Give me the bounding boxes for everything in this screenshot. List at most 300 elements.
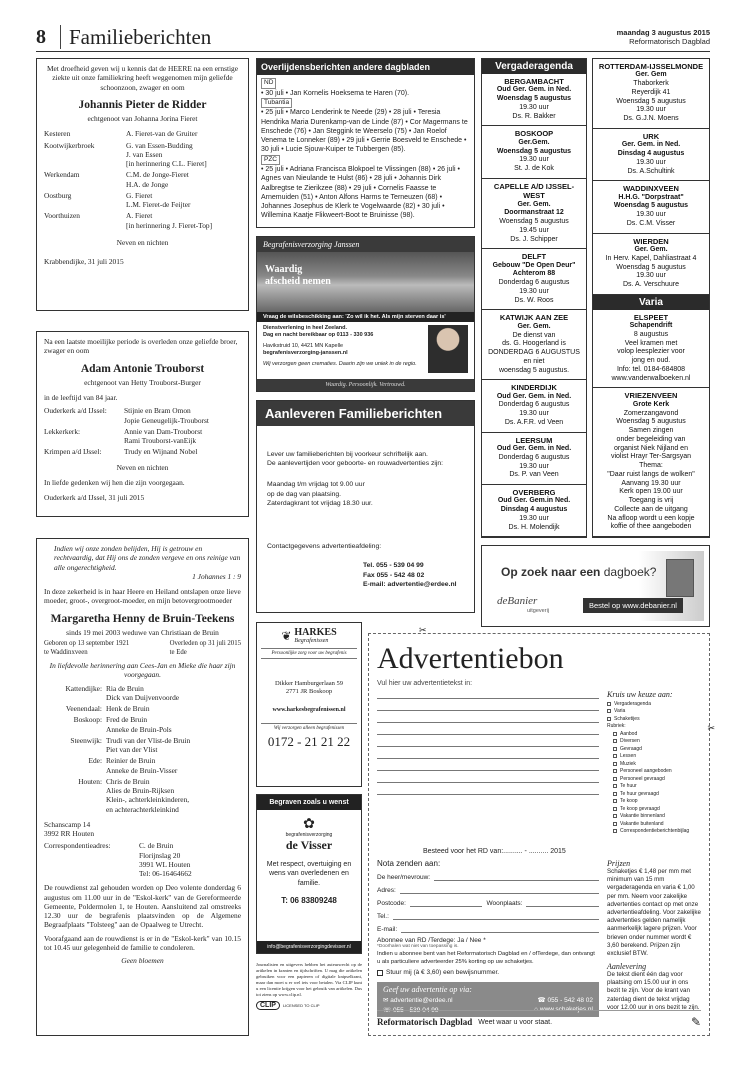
agenda-place: VRIEZENVEEN <box>624 391 678 401</box>
category-option[interactable] <box>607 723 701 729</box>
flower-icon: ✿ <box>303 816 315 832</box>
agenda-line: Oud Ger. Gem. in Ned. <box>496 86 572 94</box>
agenda-line: 19.30 uur <box>636 272 666 280</box>
issue-date: maandag 3 augustus 2015 <box>616 28 710 37</box>
agenda-line: Ds. G.J.N. Moens <box>623 115 679 123</box>
relative-names: G. Fieret L.M. Fieret-de Feijter <box>126 190 191 210</box>
agenda-line: Toegang is vrij <box>628 497 674 504</box>
category-label: Diversen <box>620 738 640 744</box>
agenda-line: Donderdag 6 augustus <box>498 279 570 287</box>
relative-row <box>44 447 241 456</box>
meeting-agenda-column-1 <box>481 58 587 538</box>
visser-text: Met respect, overtuiging en wens van overledenen en familie. <box>266 861 352 887</box>
agenda-line: Ds. H. Molendijk <box>508 523 560 531</box>
category-label: Personeel gevraagd <box>620 775 665 782</box>
obituaries-nd: • 30 juli • Jan Kornelis Hoeksema te Haren (70). <box>261 89 410 97</box>
contact-tel: Tel. 055 - 539 04 99 <box>363 562 424 570</box>
agenda-line: onder begeleiding van <box>616 435 686 443</box>
agenda-line: koffie of thee aangeboden <box>610 523 692 531</box>
agenda-line: Oud Ger. Gem. in Ned. <box>496 445 572 452</box>
agenda-line: Ger. Gem <box>635 71 667 79</box>
category-label: Personeel aangeboden <box>620 768 672 774</box>
debanier-logo: deBanier <box>497 595 538 607</box>
category-label: Correspondentieberichtenbijlag <box>620 828 690 834</box>
agenda-place: ELSPEET <box>633 312 669 322</box>
spouse-line: echtgenoot van Johanna Jorina Fieret <box>87 114 198 124</box>
agenda-line: woensdag 5 augustus. <box>498 366 570 374</box>
nephews-line: Neven en nichten <box>116 237 169 247</box>
category-option[interactable] <box>607 783 701 789</box>
visser-logo: de Visser <box>285 838 333 852</box>
janssen-footer: Waardig. Persoonlijk. Vertrouwd. <box>257 379 474 391</box>
harkes-note: Wij verzorgen alleen begrafenissen <box>261 723 357 731</box>
relative-names: G. van Essen-Budding J. van Essen [in herinnering C.L. Fieret] <box>126 140 207 169</box>
agenda-line: en niet <box>523 357 545 365</box>
agenda-header: Vergaderagenda <box>482 59 586 74</box>
agenda-place: DELFT <box>521 252 547 262</box>
janssen-advertisement <box>256 236 475 392</box>
agenda-line: 19.30 uur <box>636 106 666 114</box>
checkbox[interactable] <box>613 792 617 796</box>
checkbox[interactable] <box>613 762 617 766</box>
death-notice-de-bruin <box>36 538 249 1036</box>
agenda-line: Reyerdijk 41 <box>631 88 671 96</box>
category-option[interactable] <box>607 806 701 812</box>
correspondence-address: C. de Bruin Florijnslag 20 3991 WL Houten Tel: 06-16464662 <box>139 841 192 879</box>
header-rule <box>36 51 710 52</box>
category-option[interactable] <box>607 716 701 722</box>
relative-row <box>44 715 241 734</box>
checkbox[interactable] <box>613 829 617 833</box>
obituaries-header: Overlijdensberichten andere dagbladen <box>257 59 474 75</box>
category-label: Te huur <box>620 783 637 789</box>
agenda-line: Woensdag 5 augustus <box>496 95 572 103</box>
agenda-line: De dienst van <box>512 331 556 339</box>
form-title: Advertentiebon <box>377 642 564 675</box>
category-label: Schaketijes <box>614 715 640 722</box>
agenda-line: Zomerzangavond <box>623 409 679 417</box>
proof-copy-checkbox[interactable] <box>377 970 383 976</box>
service-area: Dienstverlening in heel Zeeland. <box>263 325 348 331</box>
checkbox[interactable] <box>613 754 617 758</box>
relatives-list <box>44 129 241 230</box>
category-option[interactable] <box>607 731 701 737</box>
death-info: Overleden op 31 juli 2015 te Ede <box>169 640 241 656</box>
agenda-line: Woensdag 5 augustus <box>613 202 689 210</box>
agenda-item <box>593 388 709 537</box>
notice-intro: In deze zekerheid is in haar Heere en Heiland ontslapen onze lieve moeder, groot-, overgroot-moeder, en mijn betovergrootmoeder <box>44 587 241 606</box>
category-option[interactable] <box>607 821 701 827</box>
category-option[interactable] <box>607 798 701 804</box>
agenda-line: Ger. Gem. <box>634 246 668 253</box>
contact-options-box: Geef uw advertentie op via: ✉ advertentie@erdee.nl ☎ 055 - 542 48 02 ☏ 055 - 539 04 99 ⌂ www.schaketjes.nl <box>377 982 599 1017</box>
relatives-list <box>44 406 241 456</box>
agenda-item <box>593 129 709 181</box>
birth-info: Geboren op 13 september 1921 te Waddinxveen <box>44 640 130 656</box>
agenda-line: Woensdag 5 augustus <box>499 218 569 225</box>
agenda-line: 19.30 uur <box>519 103 549 111</box>
janssen-note: Wij verzorgen geen crematies. Daarin zijn we uniek in de regio. <box>263 360 417 367</box>
agenda-line: Doormanstraat 12 <box>504 209 564 217</box>
relatives-list <box>44 684 241 814</box>
relative-names: Reinier de Bruin Anneke de Bruin-Visser <box>106 756 178 775</box>
agenda-line: Samen zingen <box>628 427 674 434</box>
harkes-address-2: 2771 JR Boskoop <box>285 688 333 696</box>
category-option[interactable] <box>607 746 701 752</box>
field-city-label: Woonplaats: <box>486 900 523 907</box>
category-checkboxes <box>607 701 701 835</box>
relative-names: Ria de Bruin Dick van Duijvenvoorde <box>106 683 180 702</box>
field-postcode-label: Postcode: <box>377 900 406 907</box>
debanier-text-2: dagboek? <box>603 565 657 579</box>
agenda-line: 19.30 uur <box>636 211 666 219</box>
deceased-name: Johannis Pieter de Ridder <box>78 98 207 111</box>
delivery-times: Maandag t/m vrijdag tot 9.00 uur op de dag van plaatsing. Zaterdagkrant tot vrijdag 18.30 uur. <box>267 481 373 507</box>
agenda-line: DONDERDAG 6 AUGUSTUS <box>488 349 580 356</box>
ad-text-label: Vul hier uw advertentietekst in: <box>377 680 473 687</box>
kruis-label: Kruis uw keuze aan: <box>607 690 673 699</box>
relative-place: Ede: <box>88 756 102 766</box>
harkes-name: HARKES <box>294 627 337 638</box>
agenda-item <box>593 59 709 129</box>
agenda-line: 19.30 uur <box>519 287 549 295</box>
checkbox[interactable] <box>607 709 611 713</box>
category-label: Rubriek: <box>607 723 626 729</box>
checkbox[interactable] <box>613 732 617 736</box>
checkbox[interactable] <box>613 777 617 781</box>
relative-row <box>44 756 241 775</box>
clip-logo: CLIP <box>256 1001 280 1010</box>
category-label: Lessen <box>620 753 637 759</box>
relative-place: Boskoop: <box>73 715 102 725</box>
agenda-line: Ds. R. Bakker <box>512 112 556 120</box>
rd-logo: Reformatorisch Dagblad <box>377 1017 473 1027</box>
checkbox[interactable] <box>613 769 617 773</box>
agenda-item <box>593 234 709 295</box>
agenda-item <box>482 485 586 537</box>
book-image <box>666 559 694 597</box>
condolence-info: Voorafgaand aan de rouwdienst is er in de "Eskol-kerk" van 10.15 tot 10.45 uur gelegenheid de familie te condoleren. <box>44 933 241 952</box>
agenda-line: 19.45 uur <box>519 226 549 234</box>
category-option[interactable] <box>607 828 701 834</box>
category-label: Te huur gevraagd <box>620 790 659 797</box>
page-number: 8 <box>36 26 46 48</box>
rd-slogan: Weet waar u voor staat. <box>478 1018 553 1026</box>
relative-names: Fred de Bruin Anneke de Bruin-Pols <box>106 715 172 734</box>
agenda-title: Schapendrift <box>629 322 673 330</box>
discount-info: Indien u abonnee bent van het Reformatorisch Dagblad en / ofTerdege, dan ontvangt u als particuliere adverteerder 25% korting op uw schaketjes. <box>377 951 595 965</box>
relative-row <box>44 684 241 703</box>
field-address-input[interactable] <box>400 887 599 894</box>
agenda-line: St. J. de Kok <box>514 165 554 172</box>
date-range-line[interactable]: Besteed voor het RD van:.......... - .......... 2015 <box>423 848 566 855</box>
obituaries-pzc: • 25 juli • Adriana Francisca Blokpoel te Vlissingen (88) • 26 juli • Agnes van Nieulande te Hulst (86) • 28 juli • Johannis Dirk Aalbregtse te Zierikzee (88) • 29 juli • Cornelis Faasse te Arnemuiden (51) • Anton Alfons Harms te Terneuzen (68) • Johannes Josephus de Klerk te Vogelwaarde (82) • 30 juli • Willemina Kaatje Flikweert-Boot te Bruinisse (98). <box>261 166 460 220</box>
no-flowers-line: Geen bloemen <box>121 956 164 966</box>
agenda-line: Veel kramen met <box>624 339 678 347</box>
category-option[interactable] <box>607 753 701 759</box>
slogan-line-1: Waardig <box>265 264 303 275</box>
category-label: Aanbod <box>620 730 638 737</box>
prices-header: Prijzen <box>607 859 631 868</box>
agenda-line: www.vanderwalboeken.nl <box>611 374 691 382</box>
relative-place: Kesteren <box>44 129 71 139</box>
agenda-place: KINDERDIJK <box>511 383 557 393</box>
agenda-line: Woensdag 5 augustus <box>616 263 686 271</box>
agenda-place: WIERDEN <box>633 236 669 246</box>
ad-text-input[interactable] <box>377 698 599 795</box>
category-label: Gevraagd <box>620 745 642 752</box>
harkes-web[interactable]: www.harkesbegrafenissen.nl <box>272 707 346 714</box>
agenda-line: Oud Ger. Gem.in Ned. <box>497 497 571 505</box>
deceased-name: Adam Antonie Trouborst <box>80 362 205 375</box>
prices-text: Schaketjes € 1,48 per mm met minimum van 15 mm vergaderagenda en varia € 1,00 per mm. Neem voor zakelijke advertenties contact op met onze advertentieafdeling. Voor zakelijke advertenties gelden namelijk aanmerkelijk lagere prijzen. Voor brieven onder nummer wordt € 3,60 berekend. Prijzen zijn exclusief BTW. <box>607 868 701 957</box>
agenda-line: H.H.G. "Dorpstraat" <box>618 193 684 201</box>
fax-contact: 055 - 542 48 02 <box>547 997 593 1005</box>
agenda-line: jong en oud. <box>631 357 671 365</box>
category-option[interactable] <box>607 813 701 819</box>
wilsbeschikking-line: Vraag de wilsbeschikking aan: 'Zo wil ik het. Als mijn sterven daar is' <box>257 312 474 322</box>
visser-phone: T: 06 83809248 <box>281 896 337 906</box>
harkes-sub: Begrafenissen <box>294 638 329 644</box>
janssen-phone: Dag en nacht bereikbaar op 0113 - 330 936 <box>263 332 374 339</box>
checkbox[interactable] <box>613 747 617 751</box>
meeting-agenda-column-2 <box>592 58 710 538</box>
relative-place: Krimpen a/d IJssel: <box>44 447 102 457</box>
checkbox[interactable] <box>613 739 617 743</box>
agenda-item <box>482 179 586 250</box>
checkbox[interactable] <box>613 814 617 818</box>
checkbox[interactable] <box>613 784 617 788</box>
agenda-line: Dinsdag 4 augustus <box>500 506 568 514</box>
agenda-line: Thaborkerk <box>633 80 669 88</box>
notice-intro: Met droefheid geven wij u kennis dat de HEERE na een ernstige ziekte uit onze familiekring heeft weggenomen mijn geliefde schoonzoon, zwager en oom <box>46 64 239 92</box>
place-date: Krabbendijke, 31 juli 2015 <box>44 257 124 267</box>
debanier-order-button[interactable]: Bestel op www.debanier.nl <box>583 598 683 613</box>
closing-line: In liefde gedenken wij hen die zijn voorgegaan. <box>44 477 185 487</box>
relative-names: Trudy en Wijnand Nobel <box>124 447 198 457</box>
field-address-label: Adres: <box>377 887 396 894</box>
checkbox[interactable] <box>607 717 611 721</box>
contact-email[interactable]: E-mail: advertentie@erdee.nl <box>363 581 457 589</box>
visser-email[interactable]: info@begrafenisverzorgingdevisser.nl <box>257 941 361 953</box>
relative-row <box>44 406 241 425</box>
agenda-line: 19.30 uur <box>519 156 549 164</box>
ad-order-form <box>368 626 715 1036</box>
agenda-place: OVERBERG <box>512 488 556 497</box>
agenda-line: Aanvang 19.30 uur <box>621 479 681 487</box>
agenda-item <box>482 126 586 178</box>
agenda-line: Ger. Gem. in Ned. <box>621 141 681 149</box>
relative-names: Annie van Dam-Trouborst Rami Trouborst-vanEijk <box>124 426 203 446</box>
agenda-line: Ger.Gem. <box>518 138 550 146</box>
category-label: Vakantie buitenland <box>620 820 664 827</box>
agenda-place: ROTTERDAM-IJSSELMONDE <box>598 62 704 71</box>
web-contact[interactable]: www.schaketjes.nl <box>539 1006 593 1014</box>
relative-row <box>44 427 241 446</box>
agenda-place: LEERSUM <box>515 435 553 445</box>
contact-fax: Fax 055 - 542 48 02 <box>363 571 425 579</box>
widow-line: sinds 19 mei 2003 weduwe van Christiaan de Bruin <box>66 627 219 637</box>
delivery-info-box <box>256 400 475 613</box>
agenda-item <box>482 380 586 432</box>
clip-notice <box>256 962 362 1030</box>
agenda-item <box>482 249 586 310</box>
agenda-line: Collecte aan de uitgang <box>614 505 688 513</box>
pen-icon: ✎ <box>690 1015 701 1029</box>
agenda-item <box>482 310 586 380</box>
harkes-advertisement <box>256 622 362 787</box>
category-label: Vakantie binnenland <box>620 813 665 819</box>
verse-reference: 1 Johannes 1 : 9 <box>192 571 241 581</box>
newspaper-name: Reformatorisch Dagblad <box>629 37 710 46</box>
relative-place: Oostburg <box>44 190 72 200</box>
relative-row <box>44 211 241 230</box>
agenda-line: In Herv. Kapel, Dahliastraat 4 <box>605 254 697 262</box>
category-option[interactable] <box>607 776 701 782</box>
relative-row <box>44 141 241 169</box>
janssen-header: Begrafenisverzorging Janssen <box>257 237 474 252</box>
subscriber-question[interactable]: Abonnee van RD /Terdege: Ja / Nee * <box>377 937 486 944</box>
agenda-line: Info: tel. 0184-684808 <box>616 365 686 373</box>
agenda-title: Grote Kerk <box>632 400 670 408</box>
paper-tag-pzc: PZC <box>261 155 280 166</box>
agenda-place: BERGAMBACHT <box>504 77 564 86</box>
category-option[interactable] <box>607 701 701 707</box>
field-email-input[interactable] <box>401 926 599 933</box>
tree-icon: ❦ <box>281 628 292 643</box>
correspondence-label: Correspondentieadres: <box>44 841 111 851</box>
age-line: in de leeftijd van 84 jaar. <box>44 393 118 403</box>
place-date: Ouderkerk a/d IJssel, 31 juli 2015 <box>44 493 145 503</box>
funeral-service-info: De rouwdienst zal gehouden worden op Deo volente donderdag 6 augustus om 11.00 uur in de "Eskol-kerk" van de Gereformeerde Gemeente, Poldermolen 1, te Houten. Aansluitend zal omstreeks 12.30 uur de begrafenis plaatsvinden op de Algemene Begraafplaats "Tolsteeg" aan de Opaalweg te Utrecht. <box>44 883 241 930</box>
checkbox[interactable] <box>613 799 617 803</box>
spouse-line: echtgenoot van Hetty Trouborst-Burger <box>84 377 201 387</box>
notice-intro: Na een laatste moeilijke periode is overleden onze geliefde broer, zwager en oom <box>44 337 238 356</box>
email-contact[interactable]: advertentie@erdee.nl <box>390 997 453 1005</box>
obituaries-other-papers <box>256 58 475 228</box>
agenda-line: violist Hrayr Ter-Sargsyan <box>610 453 691 461</box>
delivery-intro: Lever uw familieberichten bij voorkeur schriftelijk aan. De aanlevertijden voor geboorte- en rouwadvertenties zijn: <box>267 451 444 468</box>
field-postcode-input[interactable] <box>410 900 483 907</box>
field-email-label: E-mail: <box>377 926 398 933</box>
category-option[interactable] <box>607 738 701 744</box>
relative-row <box>44 704 241 713</box>
agenda-line: 19.30 uur <box>519 410 549 418</box>
agenda-line: "Daar ruist langs de wolken" <box>607 470 695 478</box>
agenda-item <box>482 433 586 485</box>
obituaries-tubantia: • 25 juli • Marco Lenderink te Neede (29) • 28 juli • Teresia Hendrika Maria Durenkamp-van de Linde (87) • Cor Magermans te Enschede (76) • Jan Steggink te Weerselo (75) • Jan Roelof Venema te Lonneker (89) • 29 juli • Gerrie Boesveld te Enschede • 30 juli • Lucie Sjouw-Kuiper te Tubbergen (85). <box>261 109 468 154</box>
relative-place: Ouderkerk a/d IJssel: <box>44 406 107 416</box>
harkes-tagline: Persoonlijke zorg voor uw begrafenis <box>261 648 357 659</box>
category-option[interactable] <box>607 708 701 714</box>
agenda-line: Donderdag 6 augustus <box>498 453 570 461</box>
footnote: *Doorhalen wat niet van toepassing is. <box>377 944 459 949</box>
agenda-line: Kerk open 19.00 uur <box>619 488 683 496</box>
agenda-line: Ds. A. Verschuure <box>622 281 680 288</box>
bible-verse: Indien wij onze zonden belijden, Hij is getrouw en rechtvaardig, dat Hij ons de zonden vergeve en ons reinige van alle ongerechtigheid. <box>54 544 241 572</box>
debanier-advertisement[interactable] <box>481 545 710 627</box>
checkbox[interactable] <box>613 822 617 826</box>
janssen-web: begrafenisverzorging-janssen.nl <box>263 350 348 357</box>
category-label: Muziek <box>620 760 636 767</box>
relative-row <box>44 170 241 189</box>
relative-place: Voorthuizen <box>44 211 80 221</box>
relative-place: Steenwijk: <box>70 735 102 745</box>
category-option[interactable] <box>607 761 701 767</box>
agenda-line: Ds. P. van Veen <box>509 471 559 479</box>
home-address: Schanscamp 14 3992 RR Houten <box>44 819 95 839</box>
agenda-line: Ger. Gem. <box>517 322 551 330</box>
relative-place: Werkendam <box>44 170 80 180</box>
contact-label: Contactgegevens advertentieafdeling: <box>267 542 382 550</box>
relative-place: Houten: <box>78 776 102 786</box>
field-city-input[interactable] <box>526 900 599 907</box>
category-label: Te koop <box>620 798 638 804</box>
relative-names: Trudi van der Vlist-de Bruin Piet van der Vlist <box>106 735 191 755</box>
relative-names: A. Fieret [in herinnering J. Fieret-Top] <box>126 211 213 230</box>
visser-logo-small: begrafenisverzorging <box>285 832 333 838</box>
portrait-photo <box>428 325 468 373</box>
agenda-line: Ds. A.F.R. vd Veen <box>504 418 564 426</box>
varia-header: Varia <box>593 295 709 310</box>
agenda-line: Dinsdag 4 augustus <box>617 150 685 157</box>
field-name-input[interactable] <box>434 874 599 881</box>
relative-row <box>44 777 241 814</box>
agenda-item <box>593 181 709 233</box>
delivery-rules-text: De tekst dient één dag voor plaatsing om 15.00 uur in ons bezit te zijn. Voor de krant van zaterdag dient de tekst vrijdag voor 12.00 uur in ons bezit te zijn. <box>607 971 700 1011</box>
sunset-image <box>257 252 474 312</box>
visser-advertisement <box>256 794 362 954</box>
relative-names: A. Fieret-van de Gruiter <box>126 129 198 139</box>
category-label: Varia <box>614 708 626 714</box>
clip-text: Journalisten en uitgevers hebben het auteursrecht op de artikelen in kranten en tijdschriften. U mag die artikelen gebruiken voor een papieren of digitale knipselkrant, maar dan moet u er wel iets voor betalen. Via CLIP kunt u een licentie krijgen voor het gebruik van artikelen. Dus tot ziens op www.clip.nl. <box>256 962 362 997</box>
section-title: Familieberichten <box>60 25 211 49</box>
category-label: Te koop gevraagd <box>620 805 660 812</box>
visser-header: Begraven zoals u wenst <box>257 795 361 810</box>
relative-place: Lekkerkerk: <box>44 426 81 436</box>
scissors-icon: ✂ <box>419 626 427 636</box>
agenda-line: 19.30 uur <box>519 514 549 522</box>
agenda-line: volop leesplezier voor <box>617 348 685 356</box>
relative-names: Henk de Bruin <box>106 704 150 714</box>
agenda-line: Ds. W. Roos <box>514 296 554 304</box>
agenda-line: 19.30 uur <box>636 158 666 166</box>
agenda-line: Achterom 88 <box>512 270 556 278</box>
nephews-line: Neven en nichten <box>116 462 169 472</box>
field-phone-input[interactable] <box>393 913 599 920</box>
relative-row <box>44 191 241 210</box>
agenda-item <box>482 74 586 126</box>
memory-line: In liefdevolle herinnering aan Cees-Jan en Mieke die haar zijn voorgegaan. <box>49 661 236 680</box>
deceased-name: Margaretha Henny de Bruin-Teekens <box>50 612 235 625</box>
agenda-line: Oud Ger. Gem. in Ned. <box>496 392 572 400</box>
delivery-rules-header: Aanlevering <box>607 962 647 972</box>
checkbox[interactable] <box>607 702 611 706</box>
relative-place: Veenendaal: <box>65 704 102 714</box>
debanier-logo-sub: uitgeverij <box>527 608 550 614</box>
death-notice-de-ridder <box>36 58 249 311</box>
category-option[interactable] <box>607 768 701 774</box>
relative-row <box>44 129 241 138</box>
clip-logo-sub: LICENSED TO CLIP <box>282 1002 320 1008</box>
agenda-place: URK <box>642 131 660 141</box>
category-option[interactable] <box>607 791 701 797</box>
agenda-line: organist Niek Nijland en <box>614 444 688 452</box>
field-name-label: De heer/mevrouw: <box>377 874 431 881</box>
invoice-label: Nota zenden aan: <box>377 859 441 868</box>
relative-row <box>44 736 241 755</box>
checkbox[interactable] <box>613 807 617 811</box>
